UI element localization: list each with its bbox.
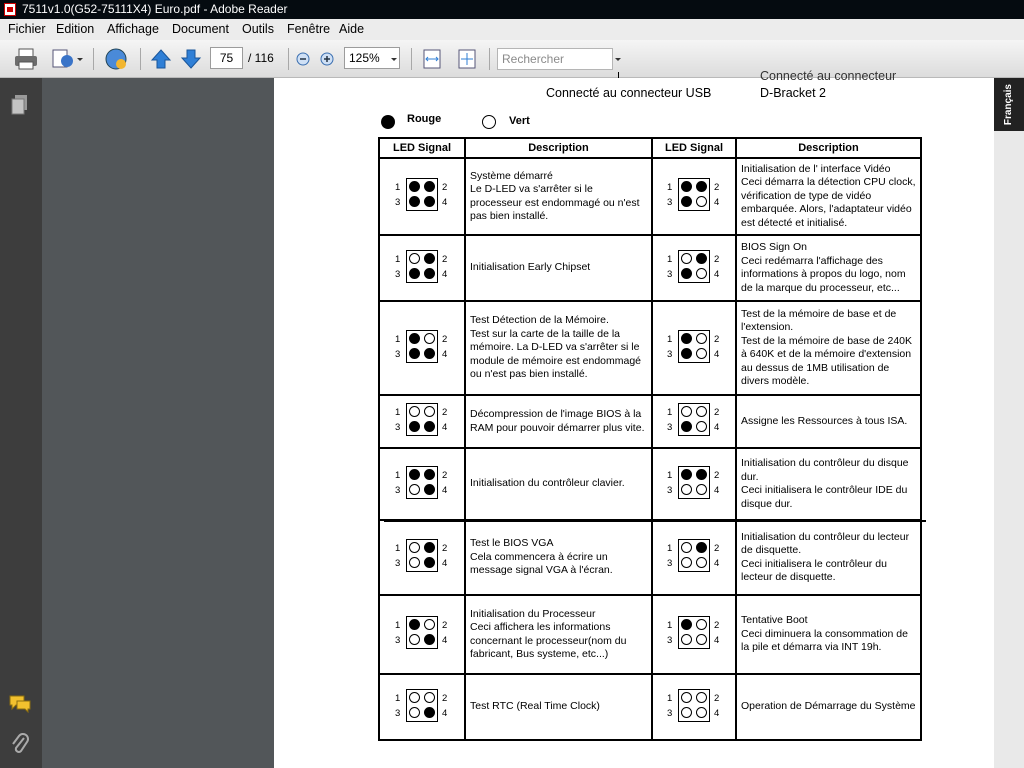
led-off-dot [681,634,692,645]
led-pattern [395,539,449,573]
led-pin-number: 3 [395,268,401,280]
led-pin-number: 2 [442,333,448,345]
led-on-dot [409,348,420,359]
led-pin-number: 3 [667,484,673,496]
description-cell: Initialisation du Processeur Ceci affichera les informations concernant le processeur(nom du fabricant, Bus systeme, etc...) [465,595,652,674]
led-on-dot [681,421,692,432]
table-header-row [379,138,921,158]
cut-off-line [618,72,619,78]
led-pin-number: 3 [667,197,673,208]
led-pin-number: 1 [395,182,401,193]
led-off-dot [696,634,707,645]
description-cell: Test Détection de la Mémoire. Test sur la carte de la taille de la mémoire. La D-LED va s'arrêter si le module de mémoire est endommagé ou n'est pas bien installé. [465,301,652,395]
led-pattern [667,403,721,437]
collaborate-icon[interactable] [102,47,132,71]
led-off-dot [424,333,435,344]
led-signal-cell [652,235,736,301]
led-off-dot [409,557,420,568]
led-pattern [667,178,721,212]
led-pin-number: 4 [714,707,720,719]
document-background [42,78,274,768]
led-pin-number: 4 [714,268,720,280]
chevron-down-icon[interactable] [389,47,399,71]
pdf-page [274,69,994,768]
led-pin-number: 1 [667,620,673,631]
legend-green-label: Vert [509,115,530,127]
description-cell: Initialisation Early Chipset [465,235,652,301]
header-description: Description [465,138,652,158]
led-off-dot [409,634,420,645]
led-on-dot [681,268,692,279]
table-row [379,595,921,674]
led-on-dot [424,253,435,264]
led-on-dot [409,268,420,279]
header-description: Description [736,138,921,158]
cut-off-heading: Connecté au connecteur [760,69,897,83]
led-pin-number: 4 [442,197,448,208]
led-off-dot [409,692,420,703]
led-on-dot [409,181,420,192]
led-pin-number: 4 [442,707,448,719]
led-off-dot [681,253,692,264]
led-signal-cell [652,448,736,520]
led-pin-number: 4 [442,635,448,646]
led-on-dot [409,619,420,630]
led-pin-number: 2 [442,543,448,554]
attachments-icon[interactable] [10,733,30,757]
led-pin-number: 4 [442,422,448,433]
description-cell: Operation de Démarrage du Système [736,674,921,740]
led-pattern [667,616,721,650]
table-row [379,448,921,520]
led-pin-number: 3 [667,635,673,646]
led-on-dot [681,348,692,359]
led-off-dot [424,406,435,417]
led-signal-cell [379,395,465,448]
legend-green-dot [482,115,496,129]
description-cell: Décompression de l'image BIOS à la RAM pour pouvoir démarrer plus vite. [465,395,652,448]
description-cell: Initialisation du contrôleur clavier. [465,448,652,520]
led-pin-number: 3 [667,707,673,719]
led-signal-cell [652,595,736,674]
led-off-dot [424,692,435,703]
led-off-dot [696,268,707,279]
search-input[interactable]: Rechercher [497,48,613,70]
led-pin-number: 2 [714,333,720,345]
legend-red-dot [381,115,395,129]
led-on-dot [424,196,435,207]
led-pin-number: 4 [442,268,448,280]
menu-bar [0,19,1024,40]
led-pin-number: 3 [395,197,401,208]
led-pin-number: 3 [395,348,401,360]
led-pin-number: 1 [395,620,401,631]
led-off-dot [696,406,707,417]
led-on-dot [424,542,435,553]
description-cell: Assigne les Ressources à tous ISA. [736,395,921,448]
led-pattern [395,403,449,437]
led-pattern [667,689,721,723]
led-pin-number: 4 [442,348,448,360]
led-on-dot [424,484,435,495]
led-pin-number: 1 [667,182,673,193]
led-on-dot [409,469,420,480]
led-pin-number: 2 [714,469,720,481]
led-pin-number: 2 [442,620,448,631]
led-on-dot [424,181,435,192]
led-pin-number: 2 [442,692,448,704]
description-cell: Test de la mémoire de base et de l'extension. Test de la mémoire de base de 240K à 640K et de la mémoire d'extension au dessus de 1MB utilisation de divers modèle. [736,301,921,395]
led-pattern [667,330,721,364]
led-off-dot [696,333,707,344]
led-on-dot [424,469,435,480]
fit-width-icon[interactable] [421,47,443,71]
led-on-dot [409,196,420,207]
led-on-dot [681,181,692,192]
led-off-dot [696,557,707,568]
led-pin-number: 3 [667,558,673,569]
description-cell: Initialisation du contrôleur du disque dur. Ceci initialisera le contrôleur IDE du disque dur. [736,448,921,520]
legend-red-label: Rouge [407,113,442,125]
led-off-dot [696,707,707,718]
led-pin-number: 2 [714,407,720,418]
led-pin-number: 4 [714,422,720,433]
page-count: / 116 [248,51,274,65]
led-off-dot [409,484,420,495]
led-off-dot [696,484,707,495]
led-pin-number: 1 [395,333,401,345]
table-row [379,520,921,595]
led-pin-number: 4 [714,197,720,208]
led-pin-number: 2 [714,692,720,704]
led-pin-number: 1 [667,543,673,554]
menu-fichier[interactable]: Fichier [8,22,46,36]
led-pin-number: 1 [667,692,673,704]
menu-document[interactable]: Document [172,22,229,36]
description-cell: Initialisation du contrôleur du lecteur de disquette. Ceci initialisera le contrôleur du lecteur de disquette. [736,520,921,595]
description-cell: Système démarré Le D-LED va s'arrêter si le processeur est endommagé ou n'est pas bien installé. [465,158,652,235]
led-pin-number: 3 [395,422,401,433]
table-row [379,674,921,740]
table-row [379,235,921,301]
led-pin-number: 2 [442,469,448,481]
led-pin-number: 4 [714,635,720,646]
led-pin-number: 4 [442,558,448,569]
search-options-chevron-icon[interactable] [613,47,623,71]
led-pin-number: 1 [667,253,673,265]
title-bar [0,0,1024,19]
bracket-label: D-Bracket 2 [760,86,826,100]
led-signal-cell [379,674,465,740]
led-on-dot [424,634,435,645]
led-pattern [395,689,449,723]
led-off-dot [696,692,707,703]
led-off-dot [681,692,692,703]
led-pin-number: 3 [667,422,673,433]
led-off-dot [696,619,707,630]
led-off-dot [681,484,692,495]
description-cell: Tentative Boot Ceci diminuera la consommation de la pile et démarra via INT 19h. [736,595,921,674]
led-pin-number: 3 [395,558,401,569]
print-icon[interactable] [13,47,39,71]
led-pin-number: 2 [714,253,720,265]
led-pin-number: 3 [667,348,673,360]
table-row [379,301,921,395]
header-led-signal: LED Signal [379,138,465,158]
menu-fenetre[interactable]: Fenêtre [287,22,331,36]
window-title: 7511v1.0(G52-75111X4) Euro.pdf - Adobe Reader [22,2,288,16]
led-on-dot [424,348,435,359]
led-off-dot [409,406,420,417]
led-pin-number: 2 [714,620,720,631]
led-pattern [395,616,449,650]
led-on-dot [681,469,692,480]
pdf-file-icon [4,3,16,16]
description-cell: BIOS Sign On Ceci redémarra l'affichage des informations à propos du logo, nom de la marque du processeur, etc... [736,235,921,301]
zoom-out-icon[interactable] [295,47,311,71]
led-pin-number: 1 [667,407,673,418]
menu-edition[interactable]: Edition [56,22,95,36]
led-on-dot [696,469,707,480]
zoom-level-select[interactable]: 125% [344,47,400,69]
led-pin-number: 2 [714,182,720,193]
led-pattern [667,539,721,573]
zoom-in-icon[interactable] [319,47,335,71]
led-off-dot [681,542,692,553]
led-off-dot [681,707,692,718]
led-pattern [395,178,449,212]
led-pattern [395,330,449,364]
led-off-dot [409,707,420,718]
menu-aide[interactable]: Aide [339,22,365,36]
led-on-dot [696,253,707,264]
led-signal-cell [652,395,736,448]
led-pin-number: 3 [395,635,401,646]
led-signal-cell [379,520,465,595]
language-tab-label: Français [1003,84,1014,126]
led-signal-cell [652,674,736,740]
led-signal-table [378,137,922,741]
led-pin-number: 1 [395,407,401,418]
navigation-sidebar [0,78,42,768]
led-on-dot [424,707,435,718]
led-signal-cell [652,520,736,595]
led-pin-number: 1 [395,253,401,265]
led-pin-number: 4 [714,348,720,360]
comments-icon[interactable] [8,693,32,715]
led-signal-cell [379,158,465,235]
description-cell: Test RTC (Real Time Clock) [465,674,652,740]
led-pattern [395,466,449,500]
page-number-input[interactable]: 75 [210,47,243,69]
fit-page-icon[interactable] [456,47,478,71]
next-page-icon[interactable] [180,47,202,71]
led-signal-cell [379,301,465,395]
led-pin-number: 3 [395,707,401,719]
led-pin-number: 3 [667,268,673,280]
led-on-dot [424,421,435,432]
right-panel [994,78,1024,768]
led-off-dot [696,421,707,432]
led-on-dot [696,181,707,192]
led-off-dot [696,348,707,359]
led-on-dot [424,268,435,279]
led-on-dot [681,196,692,207]
header-led-signal: LED Signal [652,138,736,158]
share-icon[interactable] [49,47,85,71]
led-off-dot [424,619,435,630]
led-pin-number: 4 [714,484,720,496]
menu-outils[interactable]: Outils [242,22,274,36]
led-signal-cell [379,235,465,301]
row-divider [384,520,926,522]
led-pin-number: 2 [442,182,448,193]
led-on-dot [681,619,692,630]
led-pattern [667,250,721,284]
led-signal-cell [379,595,465,674]
led-on-dot [696,542,707,553]
usb-connector-label: Connecté au connecteur USB [546,86,712,100]
led-pin-number: 1 [395,469,401,481]
led-pin-number: 4 [714,558,720,569]
language-tab [994,78,1024,131]
description-cell: Test le BIOS VGA Cela commencera à écrire un message signal VGA à l'écran. [465,520,652,595]
table-row [379,158,921,235]
led-pin-number: 4 [442,484,448,496]
led-pin-number: 1 [667,333,673,345]
led-on-dot [681,333,692,344]
led-pin-number: 2 [442,253,448,265]
menu-affichage[interactable]: Affichage [107,22,159,36]
led-pin-number: 1 [395,543,401,554]
led-pin-number: 1 [667,469,673,481]
led-off-dot [696,196,707,207]
table-row [379,395,921,448]
led-signal-cell [652,158,736,235]
led-signal-cell [652,301,736,395]
led-on-dot [424,557,435,568]
led-on-dot [409,333,420,344]
led-off-dot [409,253,420,264]
previous-page-icon[interactable] [150,47,172,71]
led-signal-cell [379,448,465,520]
led-pin-number: 2 [714,543,720,554]
led-pin-number: 1 [395,692,401,704]
led-on-dot [409,421,420,432]
led-pattern [667,466,721,500]
description-cell: Initialisation de l' interface Vidéo Ceci démarra la détection CPU clock, vérification de type de vidéo embarquée. Alors, l'adaptateur vidéo est détecté et initialisé. [736,158,921,235]
led-pin-number: 2 [442,407,448,418]
led-off-dot [681,557,692,568]
led-pin-number: 3 [395,484,401,496]
pages-panel-icon[interactable] [10,94,30,116]
led-pattern [395,250,449,284]
led-off-dot [409,542,420,553]
led-off-dot [681,406,692,417]
